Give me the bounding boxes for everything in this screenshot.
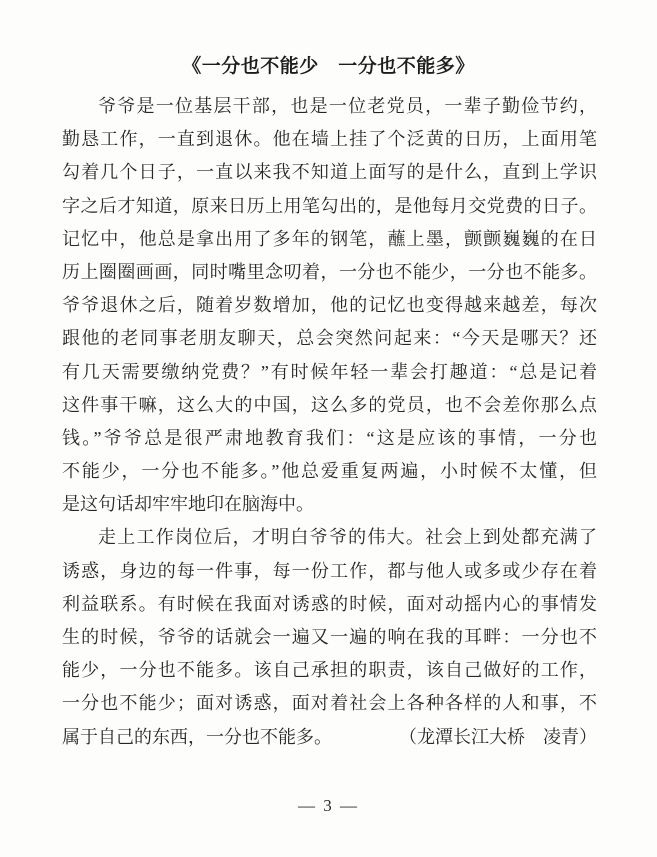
- text-line: 不能少，一分也不能多。”他总爱重复两遍，小时候不太懂，但: [62, 461, 597, 482]
- text-line: 历上圈圈画画，同时嘴里念叨着，一分也不能少，一分也不能多。: [62, 261, 597, 282]
- text-line: 有几天需要缴纳党费？”有时候年轻一辈会打趣道：“总是记着: [62, 361, 597, 382]
- document-body: [62, 90, 597, 754]
- text-line: 是这句话却牢牢地印在脑海中。: [62, 494, 314, 515]
- text-line: 钱。”爷爷总是很严肃地教育我们：“这是应该的事情，一分也: [62, 427, 597, 448]
- paragraph-2: [62, 521, 597, 720]
- text-line: 勾着几个日子，一直以来我不知道上面写的是什么，直到上学识: [62, 162, 597, 183]
- text-line: 字之后才知道，原来日历上用笔勾出的，是他每月交党费的日子。: [62, 195, 597, 216]
- text-line: 勤恳工作，一直到退休。他在墙上挂了个泛黄的日历，上面用笔: [62, 129, 597, 150]
- closing-text: 属于自己的东西，一分也不能多。: [62, 726, 332, 747]
- closing-line: [62, 721, 597, 754]
- attribution: （龙潭长江大桥 凌青）: [399, 726, 597, 747]
- text-line: 能少，一分也不能多。该自己承担的职责，该自己做好的工作，: [62, 660, 597, 681]
- text-line: 走上工作岗位后，才明白爷爷的伟大。社会上到处都充满了: [98, 527, 597, 548]
- text-line: 一分也不能少；面对诱惑，面对着社会上各种各样的人和事，不: [62, 693, 597, 714]
- text-line: 爷爷是一位基层干部，也是一位老党员，一辈子勤俭节约，: [98, 96, 597, 116]
- page-title: 《一分也不能少 一分也不能多》: [182, 56, 475, 77]
- text-line: 跟他的老同事老朋友聊天，总会突然问起来：“今天是哪天？还: [62, 328, 597, 349]
- text-line: 生的时候，爷爷的话就会一遍又一遍的响在我的耳畔：一分也不: [62, 627, 597, 647]
- text-line: 这件事干嘛，这么大的中国，这么多的党员，也不会差你那么点: [62, 394, 597, 415]
- page-number: — 3 —: [298, 796, 359, 815]
- text-line: 爷爷退休之后，随着岁数增加，他的记忆也变得越来越差，每次: [62, 295, 597, 316]
- text-line: 利益联系。有时候在我面对诱惑的时候，面对动摇内心的事情发: [62, 593, 597, 614]
- text-line: 诱惑，身边的每一件事，每一份工作，都与他人或多或少存在着: [62, 560, 597, 581]
- paragraph-1: [62, 90, 597, 521]
- text-line: 记忆中，他总是拿出用了多年的钢笔，蘸上墨，颤颤巍巍的在日: [62, 228, 597, 249]
